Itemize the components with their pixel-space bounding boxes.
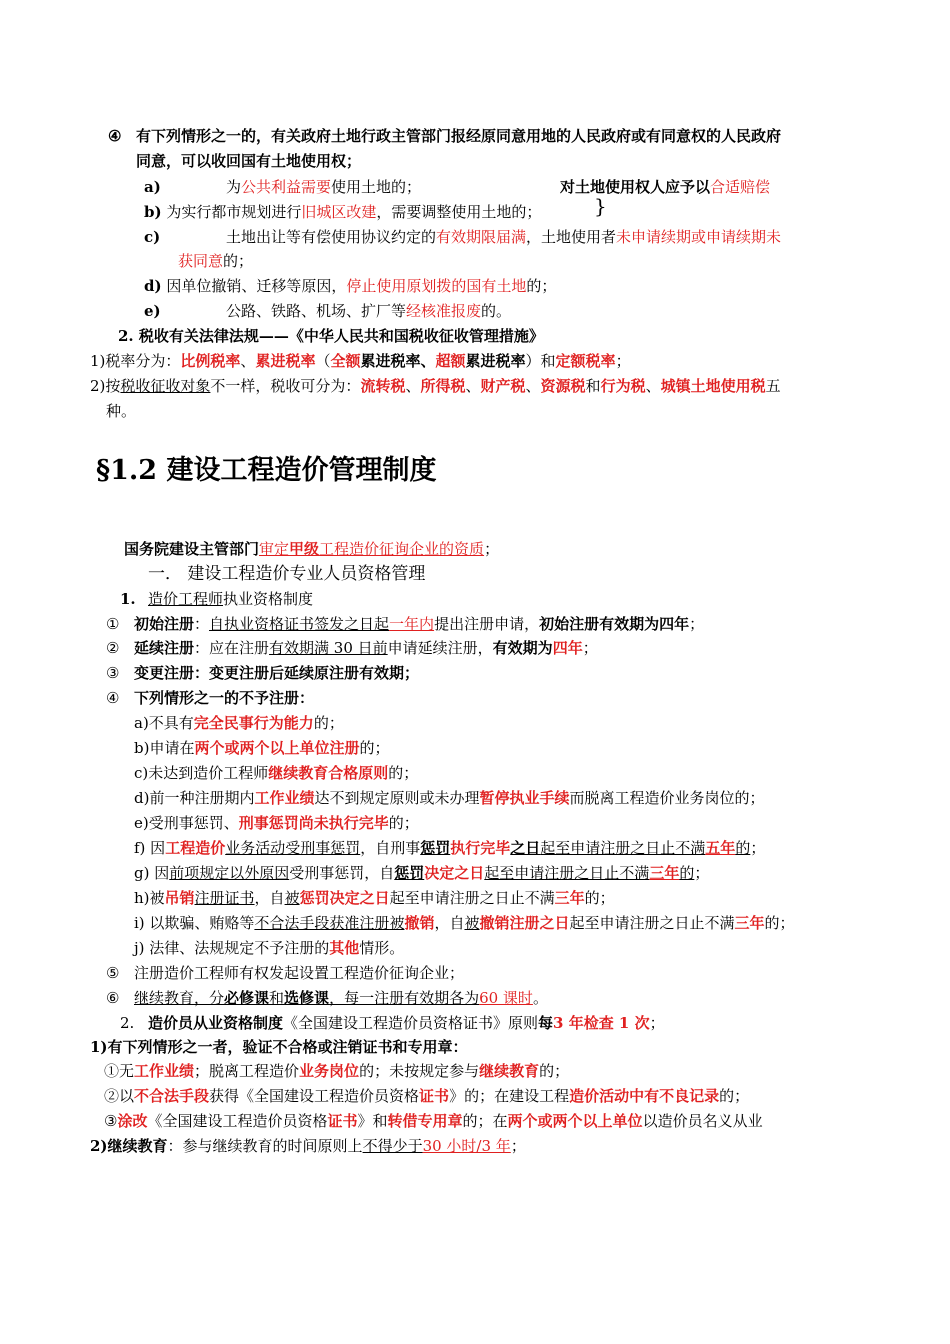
sub-2-title: 2. 造价员从业资格制度《全国建设工程造价员资格证书》原则每3 年检查 1 次； — [120, 1014, 665, 1032]
sub-1-title: 1. 造价工程师执业资格制度 — [120, 590, 314, 608]
item-4-line-2: 同意，可以收回国有土地使用权； — [136, 152, 362, 170]
intro-line: 国务院建设主管部门审定甲级工程造价征询企业的资质； — [124, 540, 500, 558]
list-item-f: f) 因工程造价业务活动受刑事惩罚，自刑事惩罚执行完毕之日起至申请注册之日止不满五年的； — [134, 839, 766, 857]
tax-title: 2. 税收有关法律法规——《中华人民共和国税收征收管理措施》 — [118, 327, 544, 345]
item-5: ⑤ 注册造价工程师有权发起设置工程造价征询企业； — [106, 964, 465, 982]
tax-rate-line: 1)税率分为：比例税率、累进税率（全额累进税率、超额累进税率）和定额税率； — [90, 352, 631, 370]
list-item-h: h)被吊销注册证书，自被惩罚决定之日起至申请注册之日止不满三年的； — [134, 889, 615, 907]
tax-type-line-cont: 种。 — [106, 402, 137, 420]
continuing-education: 2)继续教育：参与继续教育的时间原则上不得少于30 小时/3 年； — [90, 1137, 526, 1155]
tax-type-line: 2)按税收征收对象不一样，税收可分为：流转税、所得税、财产税、资源税和行为税、城镇土地使用税五 — [90, 377, 781, 395]
verify-heading: 1)有下列情形之一者，验证不合格或注销证书和专用章： — [90, 1038, 468, 1056]
item-number: ④ — [108, 127, 122, 145]
brace-mark: } — [594, 194, 607, 218]
verify-item-2: ②以不合法手段获得《全国建设工程造价员资格证书》的；在建设工程造价活动中有不良记录的； — [104, 1087, 750, 1105]
section-heading: §1.2 建设工程造价管理制度 — [96, 455, 437, 486]
item-1: ① 初始注册：自执业资格证书签发之日起一年内提出注册申请，初始注册有效期为四年； — [106, 615, 705, 633]
item-6: ⑥ 继续教育，分必修课和选修课，每一注册有效期各为60 课时。 — [106, 989, 548, 1007]
verify-item-3: ③涂改《全国建设工程造价员资格证书》和转借专用章的；在两个或两个以上单位以造价员名义从业 — [104, 1112, 763, 1130]
clause-a: a) 为公共利益需要使用土地的； — [144, 178, 422, 196]
list-item-i: i) 以欺骗、贿赂等不合法手段获准注册被撤销，自被撤销注册之日起至申请注册之日止不满三年的； — [134, 914, 795, 932]
clause-b: b) 为实行都市规划进行旧城区改建，需要调整使用土地的； — [144, 203, 542, 221]
clause-d: d) 因单位撤销、迁移等原因，停止使用原划拨的国有土地的； — [144, 277, 557, 295]
list-item-j: j) 法律、法规规定不予注册的其他情形。 — [134, 939, 405, 957]
list-item-e: e)受刑事惩罚、刑事惩罚尚未执行完毕的； — [134, 814, 419, 832]
list-item-g: g) 因前项规定以外原因受刑事惩罚，自惩罚决定之日起至申请注册之日止不满三年的； — [134, 864, 710, 882]
list-item-b: b)申请在两个或两个以上单位注册的； — [134, 739, 390, 757]
clause-e: e) 公路、铁路、机场、扩厂等经核准报废的。 — [144, 302, 512, 320]
list-item-c: c)未达到造价工程师继续教育合格原则的； — [134, 764, 419, 782]
item-4: ④ 下列情形之一的不予注册： — [106, 689, 315, 707]
clause-c-cont: 获同意的； — [178, 252, 254, 270]
list-item-d: d)前一种注册期内工作业绩达不到规定原则或未办理暂停执业手续而脱离工程造价业务岗位的； — [134, 789, 765, 807]
item-2: ② 延续注册：应在注册有效期满 30 日前申请延续注册，有效期为四年； — [106, 639, 598, 657]
compensation-note: 对土地使用权人应予以合适赔偿 — [560, 178, 771, 196]
item-3: ③ 变更注册：变更注册后延续原注册有效期； — [106, 664, 420, 682]
item-4-line-1: ④ 有下列情形之一的，有关政府土地行政主管部门报经原同意用地的人民政府或有同意权的人民政府 — [108, 127, 782, 145]
verify-item-1: ①无工作业绩；脱离工程造价业务岗位的；未按规定参与继续教育的； — [104, 1062, 570, 1080]
clause-c: c) 土地出让等有偿使用协议约定的有效期限届满，土地使用者未申请续期或申请续期未 — [144, 228, 782, 246]
list-item-a: a)不具有完全民事行为能力的； — [134, 714, 344, 732]
subsection-heading: 一． 建设工程造价专业人员资格管理 — [148, 564, 426, 584]
